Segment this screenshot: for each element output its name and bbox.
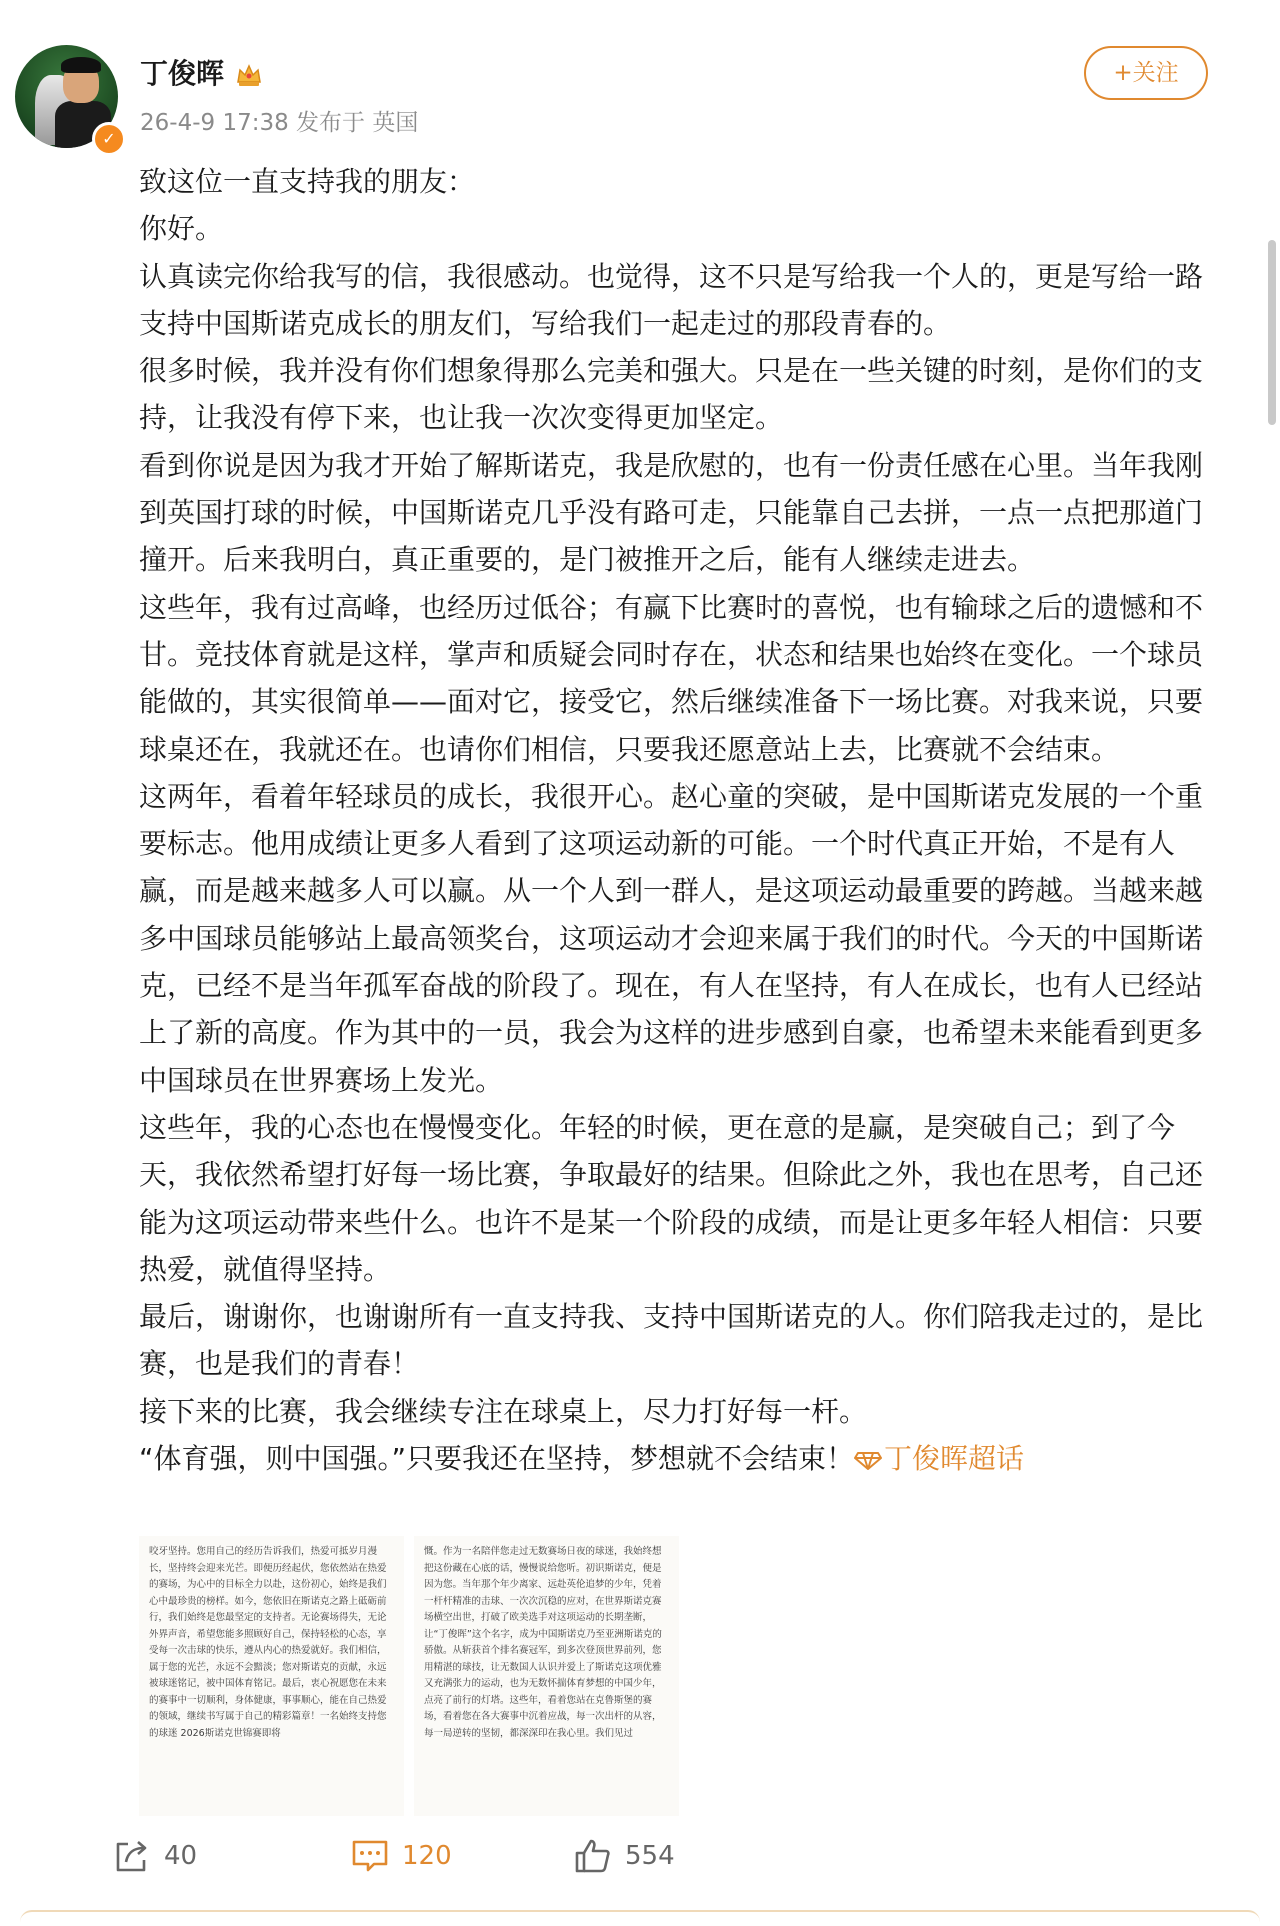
letter-text: 慨。作为一名陪伴您走过无数赛场日夜的球迷，我始终想把这份藏在心底的话，慢慢说给您听。初识斯诺克，便是因为您。当年那个年少离家、远赴英伦追梦的少年，凭着一杆杆精准的击球、一次次沉稳的应对，在世界斯诺克赛场横空出世，打破了欧美选手对这项运动的长期垄断，让“丁俊晖”这个名字，成为中国斯诺克乃至亚洲斯诺克的骄傲。从斩获首个排名赛冠军，到多次登顶世界前列，您用精湛的球技，让无数国人认识并爱上了斯诺克这项优雅又充满张力的运动，也为无数怀揣体育梦想的中国少年，点亮了前行的灯塔。这些年，看着您站在克鲁斯堡的赛场，看着您在各大赛事中沉着应战，每一次出杆的从容，每一局逆转的坚韧，都深深印在我心里。我们见过 [424, 1546, 662, 1739]
letter-image-right[interactable] [414, 1536, 679, 1816]
letter-images [139, 1536, 679, 1816]
paragraph: 你好。 [139, 212, 224, 246]
topic-label: 丁俊晖超话 [884, 1442, 1025, 1476]
follow-button[interactable]: +关注 [1084, 46, 1208, 100]
topic-link[interactable] [854, 1442, 1024, 1475]
like-count: 554 [625, 1841, 675, 1871]
paragraph: 接下来的比赛，我会继续专注在球桌上，尽力打好每一杆。 [139, 1394, 868, 1428]
post-header [0, 0, 1280, 160]
paragraph: 很多时候，我并没有你们想象得那么完美和强大。只是在一些关键的时刻，是你们的支持，让我没有停下来，也让我一次次变得更加坚定。 [139, 354, 1204, 435]
post-content [139, 158, 1214, 1482]
last-line-text: “体育强，则中国强。”只要我还在坚持，梦想就不会结束！ [139, 1442, 855, 1476]
diamond-topic-icon [854, 1449, 882, 1471]
share-count: 40 [164, 1841, 198, 1871]
crown-icon [234, 60, 264, 90]
share-icon [112, 1836, 152, 1876]
paragraph: 致这位一直支持我的朋友： [139, 165, 476, 198]
verified-badge-icon: ✓ [92, 122, 126, 156]
last-paragraph [139, 1435, 1214, 1482]
scrollbar[interactable] [1268, 240, 1276, 425]
paragraph: 这些年，我有过高峰，也经历过低谷；有赢下比赛时的喜悦，也有输球之后的遗憾和不甘。竞技体育就是这样，掌声和质疑会同时存在，状态和结果也始终在变化。一个球员能做的，其实很简单——面对它，接受它，然后继续准备下一场比赛。对我来说，只要球桌还在，我就还在。也请你们相信，只要我还愿意站上去，比赛就不会结束。 [139, 590, 1204, 766]
paragraph: 最后，谢谢你，也谢谢所有一直支持我、支持中国斯诺克的人。你们陪我走过的，是比赛，也是我们的青春！ [139, 1300, 1204, 1381]
action-bar [0, 1822, 1280, 1892]
thumbs-up-icon [573, 1836, 613, 1876]
paragraph: 认真读完你给我写的信，我很感动。也觉得，这不只是写给我一个人的，更是写给一路支持中国斯诺克成长的朋友们，写给我们一起走过的那段青春的。 [139, 259, 1204, 340]
username[interactable]: 丁俊晖 [140, 57, 225, 90]
comment-icon [350, 1836, 390, 1876]
paragraph: 这两年，看着年轻球员的成长，我很开心。赵心童的突破，是中国斯诺克发展的一个重要标志。他用成绩让更多人看到了这项运动新的可能。一个时代真正开始，不是有人赢，而是越来越多人可以赢。从一个人到一群人，是这项运动最重要的跨越。当越来越多中国球员能够站上最高领奖台，这项运动才会迎来属于我们的时代。今天的中国斯诺克，已经不是当年孤军奋战的阶段了。现在，有人在坚持，有人在成长，也有人已经站上了新的高度。作为其中的一员，我会为这样的进步感到自豪，也希望未来能看到更多中国球员在世界赛场上发光。 [139, 779, 1204, 1097]
paragraph: 这些年，我的心态也在慢慢变化。年轻的时候，更在意的是赢，是突破自己；到了今天，我依然希望打好每一场比赛，争取最好的结果。但除此之外，我也在思考，自己还能为这项运动带来些什么。也许不是某一个阶段的成绩，而是让更多年轻人相信：只要热爱，就值得坚持。 [139, 1110, 1204, 1286]
bottom-divider [20, 1910, 1260, 1926]
comment-count: 120 [402, 1841, 452, 1871]
paragraph: 看到你说是因为我才开始了解斯诺克，我是欣慰的，也有一份责任感在心里。当年我刚到英国打球的时候，中国斯诺克几乎没有路可走，只能靠自己去拼，一点一点把那道门撞开。后来我明白，真正重要的，是门被推开之后，能有人继续走进去。 [139, 448, 1204, 577]
letter-text: 咬牙坚持。您用自己的经历告诉我们，热爱可抵岁月漫长，坚持终会迎来光芒。即便历经起伏，您依然站在热爱的赛场，为心中的目标全力以赴，这份初心，始终是我们心中最珍贵的榜样。如今，您依旧在斯诺克之路上砥砺前行，我们始终是您最坚定的支持者。无论赛场得失，无论外界声音，希望您能多照顾好自己，保持轻松的心态，享受每一次击球的快乐，遵从内心的热爱就好。我们相信，属于您的光芒，永远不会黯淡；您对斯诺克的贡献，永远被球迷铭记，被中国体育铭记。最后，衷心祝愿您在未来的赛事中一切顺利，身体健康，事事顺心，能在自己热爱的领域，继续书写属于自己的精彩篇章！一名始终支持您的球迷 2026斯诺克世锦赛即将 [149, 1546, 387, 1739]
post-meta: 26-4-9 17:38 发布于 英国 [140, 110, 419, 136]
letter-image-left[interactable] [139, 1536, 404, 1816]
